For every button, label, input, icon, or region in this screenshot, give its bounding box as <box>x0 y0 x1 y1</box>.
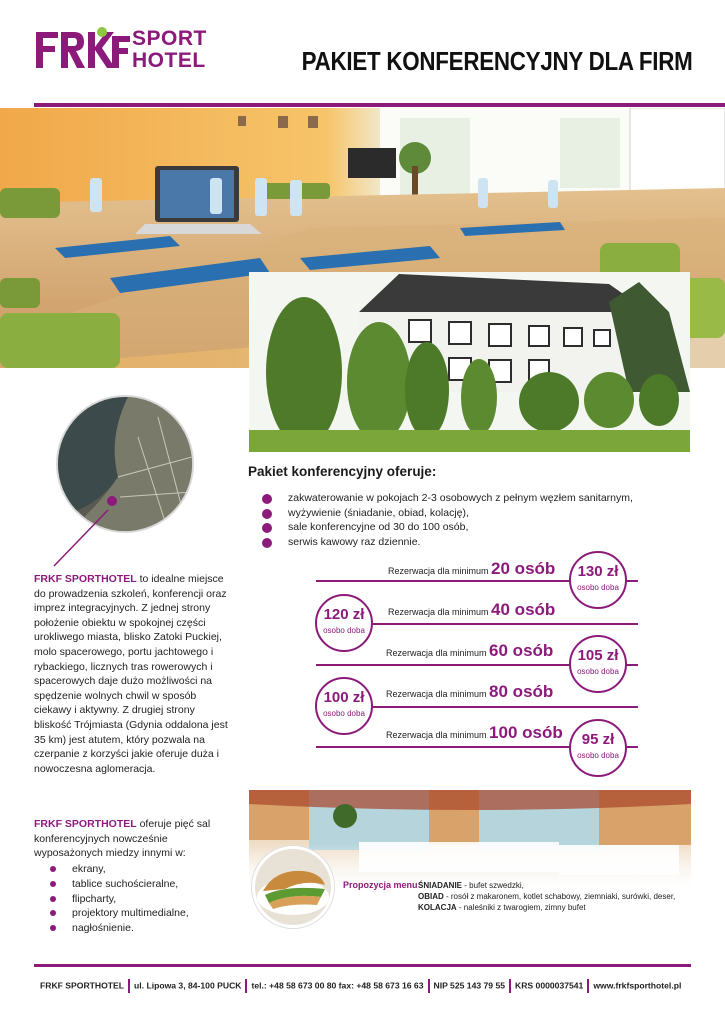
food-photo <box>252 846 334 928</box>
logo-sport-text: SPORT <box>132 27 207 50</box>
footer-separator <box>128 979 130 993</box>
bullet-icon <box>262 523 272 533</box>
offer-item: wyżywienie (śniadanie, obiad, kolację), <box>262 506 633 521</box>
offer-item: zakwaterowanie w pokojach 2-3 osobowych z pełnym węzłem sanitarnym, <box>262 491 633 506</box>
hotel-building-photo <box>249 272 690 452</box>
equipment-item: tablice suchościeralne, <box>50 877 189 892</box>
footer-separator <box>509 979 511 993</box>
footer-website-link[interactable]: www.frkfsporthotel.pl <box>593 980 682 991</box>
footer-separator <box>587 979 589 993</box>
footer-separator <box>245 979 247 993</box>
footer-contact <box>40 979 681 993</box>
footer-address: ul. Lipowa 3, 84-100 PUCK <box>134 980 242 991</box>
price-tier-label: Rezerwacja dla minimum 40 osób <box>388 600 556 619</box>
offer-item: serwis kawowy raz dziennie. <box>262 535 633 550</box>
offer-list <box>262 491 633 549</box>
logo-hotel-text: HOTEL <box>132 49 206 72</box>
price-badge: 120 zł osobo doba <box>315 594 373 652</box>
footer-nip: NIP 525 143 79 55 <box>433 980 506 991</box>
equipment-item: nagłośnienie. <box>50 921 189 936</box>
footer-krs: KRS 0000037541 <box>515 980 584 991</box>
menu-list <box>418 880 675 913</box>
equipment-item: projektory multimedialne, <box>50 906 189 921</box>
price-badge: 100 zł osobo doba <box>315 677 373 735</box>
footer-phone: tel.: +48 58 673 00 80 fax: +48 58 673 16 63 <box>251 980 424 991</box>
price-tier-label: Rezerwacja dla minimum 100 osób <box>386 723 563 742</box>
bullet-icon <box>262 494 272 504</box>
page-title: PAKIET KONFERENCYJNY DLA FIRM <box>302 46 693 76</box>
about-paragraph: FRKF SPORTHOTEL to idealne miejsce do prowadzenia szkoleń, konferencji oraz imprez integracyjnych. Z jednej strony położenie obiektu w spokojnej części urokliwego miasta, blisko Zatoki Puckiej, molo spacerowego, portu jachtowego i rybackiego, licznych tras rowerowych i spacerowych daje dużo możliwości na spędzenie wolnych chwil w sposób ciekawy i aktywny. Z drugiej strony bliskość Trójmiasta (Gdynia oddalona jest 35 km) jest atutem, który pozwala na czerpanie z korzyści jakie oferuje duża i nowoczesna aglomeracja. <box>34 573 228 775</box>
price-tier-label: Rezerwacja dla minimum 20 osób <box>388 559 556 578</box>
bullet-icon <box>50 881 56 887</box>
equipment-paragraph: FRKF SPORTHOTEL oferuje pięć sal konferencyjnych nowcześnie wyposażonych miedzy innymi w: <box>34 818 211 860</box>
bullet-icon <box>50 910 56 916</box>
equipment-item: flipcharty, <box>50 892 189 907</box>
price-badge: 105 zł osobo doba <box>569 635 627 693</box>
menu-item: KOLACJA - naleśniki z twarogiem, zimny bufet <box>418 903 586 912</box>
bullet-icon <box>262 538 272 548</box>
equipment-list <box>50 862 189 936</box>
bullet-icon <box>50 896 56 902</box>
map-connector-line <box>34 0 154 580</box>
footer-divider <box>34 964 691 967</box>
bullet-icon <box>50 925 56 931</box>
footer-company: FRKF SPORTHOTEL <box>40 980 125 991</box>
bullet-icon <box>50 866 56 872</box>
menu-item: ŚNIADANIE - bufet szwedzki, <box>418 881 524 890</box>
offer-item: sale konferencyjne od 30 do 100 osób, <box>262 520 633 535</box>
bullet-icon <box>262 509 272 519</box>
menu-item: OBIAD - rosół z makaronem, kotlet schabowy, ziemniaki, surówki, deser, <box>418 892 676 901</box>
price-badge: 130 zł osobo doba <box>569 551 627 609</box>
price-tier-label: Rezerwacja dla minimum 80 osób <box>386 682 554 701</box>
price-tier-label: Rezerwacja dla minimum 60 osób <box>386 641 554 660</box>
footer-separator <box>428 979 430 993</box>
menu-label: Propozycja menu <box>343 880 418 890</box>
equipment-item: ekrany, <box>50 862 189 877</box>
price-badge: 95 zł osobo doba <box>569 719 627 777</box>
offer-heading: Pakiet konferencyjny oferuje: <box>248 464 437 479</box>
